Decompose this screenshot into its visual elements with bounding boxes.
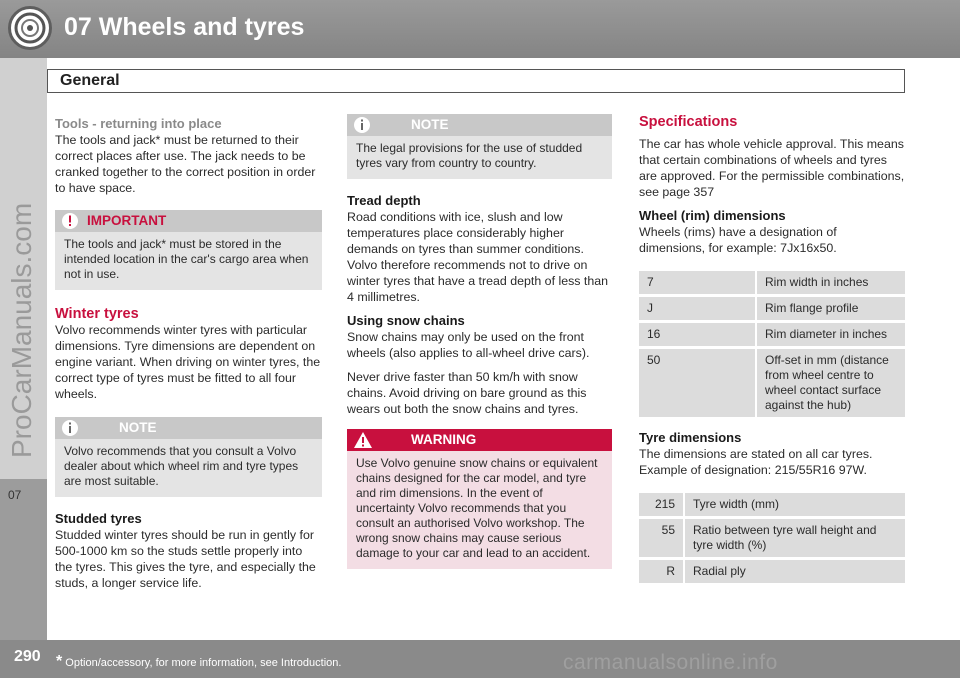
studded-heading: Studded tyres	[55, 511, 142, 526]
winter-heading: Winter tyres	[55, 306, 139, 322]
side-chapter-number: 07	[8, 488, 22, 502]
warning-header	[347, 429, 612, 451]
note-text: Volvo recommends that you consult a Volvo dealer about which wheel rim and tyre types are most suitable.	[64, 444, 299, 488]
table-value: Rim width in inches	[757, 271, 905, 294]
spec-heading: Specifications	[639, 114, 738, 130]
rim-text: Wheels (rims) have a designation of dimensions, for example: 7Jx16x50.	[639, 225, 837, 255]
warning-box	[347, 429, 612, 569]
column-1	[55, 116, 322, 591]
chapter-title: 07 Wheels and tyres	[64, 13, 305, 41]
table-value: Off-set in mm (distance from wheel centre to wheel contact surface against the hub)	[757, 349, 905, 417]
note-text-2: The legal provisions for the use of studded tyres vary from country to country.	[356, 141, 583, 170]
footer-watermark: carmanualsonline.info	[563, 651, 778, 674]
section-title-box	[47, 69, 905, 93]
table-row	[639, 349, 905, 417]
important-label: IMPORTANT	[87, 213, 167, 228]
table-value: Rim flange profile	[757, 297, 905, 320]
chapter-header	[0, 0, 960, 58]
table-value: Tyre width (mm)	[685, 493, 905, 516]
info-icon	[353, 116, 371, 134]
wheel-icon	[8, 6, 52, 50]
important-text: The tools and jack* must be stored in the intended location in the car's cargo area when not in use.	[64, 237, 309, 281]
tools-heading: Tools - returning into place	[55, 116, 222, 131]
table-row	[639, 297, 905, 320]
tyre-table	[639, 490, 905, 586]
important-box	[55, 210, 322, 290]
table-key: 215	[639, 493, 685, 516]
tyre-heading: Tyre dimensions	[639, 430, 742, 445]
spec-text: The car has whole vehicle approval. This means that certain combinations of wheels and tyres are approved. For the permissible combinations, see page 357	[639, 137, 905, 199]
important-header	[55, 210, 322, 232]
table-key: 50	[639, 349, 757, 417]
tread-heading: Tread depth	[347, 193, 421, 208]
tread-text: Road conditions with ice, slush and low temperatures place considerably higher demands on tyres than summer conditions. Volvo therefore recommends not to drive on winter tyres that have a tread depth of less than 4 millimetres.	[347, 210, 609, 304]
warning-text: Use Volvo genuine snow chains or equivalent chains designed for the car model, and tyre and rim dimensions. In the event of uncertainty Volvo recommends that you consult an authorised Volvo workshop. The wrong snow chains may cause serious damage to your car and lead to an accident.	[356, 456, 598, 560]
studded-text: Studded winter tyres should be run in gently for 500-1000 km so the studs settle properly into the tyres. This gives the tyre, and especially the studs, a longer service life.	[55, 528, 316, 590]
rim-heading: Wheel (rim) dimensions	[639, 208, 786, 223]
note-box-2	[347, 114, 612, 179]
footnote-asterisk: *	[56, 653, 63, 670]
chains-text-2: Never drive faster than 50 km/h with snow chains. Avoid driving on bare ground as this wears out both the snow chains and tyres.	[347, 370, 587, 416]
table-key: R	[639, 560, 685, 583]
column-3	[639, 114, 905, 586]
table-key: 16	[639, 323, 757, 346]
side-watermark: ProCarManuals.com	[6, 202, 37, 458]
winter-text: Volvo recommends winter tyres with particular dimensions. Tyre dimensions are dependent on engine variant. When driving on winter tyres, the correct type of tyres must be fitted to all four wheels.	[55, 323, 321, 401]
note-header	[55, 417, 322, 439]
table-row	[639, 560, 905, 583]
side-tab-active	[0, 479, 47, 640]
warning-triangle-icon	[353, 431, 373, 449]
exclamation-icon	[61, 212, 79, 230]
info-icon	[61, 419, 79, 437]
footnote-text: Option/accessory, for more information, see Introduction.	[65, 657, 342, 669]
table-row	[639, 519, 905, 557]
page-number: 290	[14, 648, 41, 665]
note-label-2: NOTE	[411, 117, 449, 132]
section-title: General	[60, 72, 120, 89]
chains-heading: Using snow chains	[347, 313, 465, 328]
table-value: Radial ply	[685, 560, 905, 583]
note-box	[55, 417, 322, 497]
note-label: NOTE	[119, 420, 157, 435]
table-key: J	[639, 297, 757, 320]
warning-label: WARNING	[411, 432, 477, 447]
table-row	[639, 493, 905, 516]
column-2	[347, 114, 612, 569]
chains-text-1: Snow chains may only be used on the front wheels (also applies to all-wheel drive cars).	[347, 330, 590, 360]
table-value: Rim diameter in inches	[757, 323, 905, 346]
footnote	[56, 653, 341, 671]
tools-text: The tools and jack* must be returned to their correct places after use. The jack needs to be cranked together to the correct position in order to have space.	[55, 133, 316, 195]
note-header-2	[347, 114, 612, 136]
table-key: 7	[639, 271, 757, 294]
table-key: 55	[639, 519, 685, 557]
rim-table	[639, 268, 905, 420]
tyre-text: The dimensions are stated on all car tyres. Example of designation: 215/55R16 97W.	[639, 447, 873, 477]
table-row	[639, 271, 905, 294]
table-value: Ratio between tyre wall height and tyre width (%)	[685, 519, 905, 557]
table-row	[639, 323, 905, 346]
